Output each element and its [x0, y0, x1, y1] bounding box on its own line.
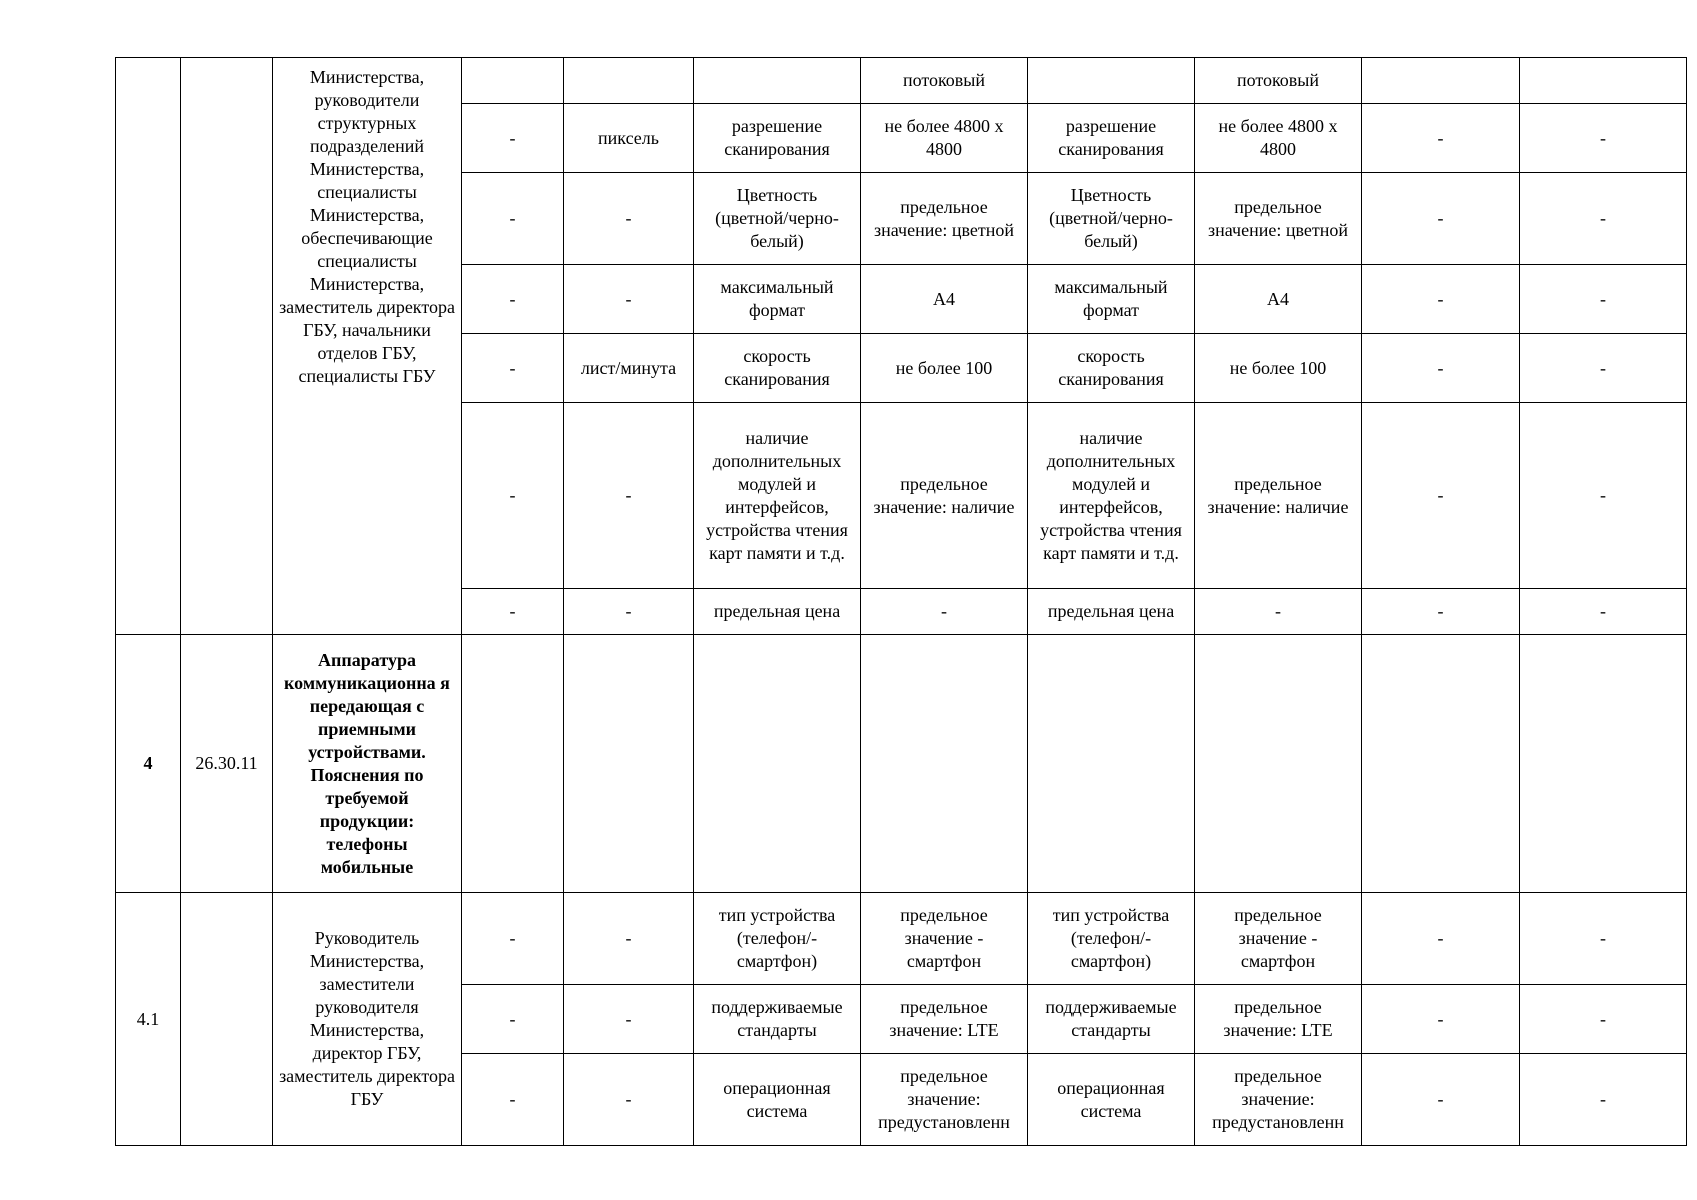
value-cell: предельное значение: наличие [1195, 403, 1362, 589]
characteristic-cell: скорость сканирования [1028, 334, 1195, 403]
value-cell: предельное значение: предустановленн [861, 1054, 1028, 1146]
position-cell: Министерства, руководители структурных подразделений Министерства, специалисты Министерства, обеспечивающие специалисты Министерства, заместитель директора ГБУ, начальники отделов ГБУ, специалисты ГБУ [273, 58, 462, 635]
empty-cell [694, 635, 861, 893]
unit-code-cell: - [462, 173, 564, 265]
value-cell: не более 100 [1195, 334, 1362, 403]
value-cell: - [1195, 589, 1362, 635]
justification-cell [1362, 58, 1520, 104]
value-cell: не более 4800 x 4800 [861, 104, 1028, 173]
empty-cell [1362, 635, 1520, 893]
unit-name-cell: - [564, 589, 694, 635]
characteristic-cell: наличие дополнительных модулей и интерфейсов, устройства чтения карт памяти и т.д. [694, 403, 861, 589]
value-cell: не более 4800 x 4800 [1195, 104, 1362, 173]
unit-name-cell: пиксель [564, 104, 694, 173]
unit-name-cell: - [564, 403, 694, 589]
justification-cell: - [1362, 1054, 1520, 1146]
value-cell: предельное значение: LTE [861, 985, 1028, 1054]
value-cell: А4 [861, 265, 1028, 334]
characteristic-cell: Цветность (цветной/черно-белый) [1028, 173, 1195, 265]
function-cell: - [1520, 1054, 1687, 1146]
function-cell [1520, 58, 1687, 104]
empty-cell [462, 635, 564, 893]
function-cell: - [1520, 589, 1687, 635]
unit-code-cell: - [462, 104, 564, 173]
characteristic-cell: разрешение сканирования [1028, 104, 1195, 173]
characteristic-cell [1028, 58, 1195, 104]
function-cell: - [1520, 893, 1687, 985]
characteristic-cell: тип устройства (телефон/-смартфон) [1028, 893, 1195, 985]
value-cell: предельное значение: LTE [1195, 985, 1362, 1054]
number-cell [116, 58, 181, 635]
justification-cell: - [1362, 589, 1520, 635]
function-cell: - [1520, 104, 1687, 173]
value-cell: предельное значение: цветной [861, 173, 1028, 265]
unit-name-cell: - [564, 1054, 694, 1146]
empty-cell [564, 635, 694, 893]
unit-name-cell: - [564, 173, 694, 265]
characteristic-cell: тип устройства (телефон/-смартфон) [694, 893, 861, 985]
value-cell: не более 100 [861, 334, 1028, 403]
justification-cell: - [1362, 985, 1520, 1054]
requirements-table [115, 57, 1687, 1146]
empty-cell [1195, 635, 1362, 893]
unit-code-cell: - [462, 893, 564, 985]
code-cell [181, 893, 273, 1146]
unit-name-cell [564, 58, 694, 104]
unit-code-cell: - [462, 985, 564, 1054]
unit-code-cell: - [462, 589, 564, 635]
value-cell: предельное значение - смартфон [1195, 893, 1362, 985]
table-row [116, 635, 1687, 893]
unit-name-cell: - [564, 985, 694, 1054]
justification-cell: - [1362, 403, 1520, 589]
justification-cell: - [1362, 893, 1520, 985]
characteristic-cell: операционная система [1028, 1054, 1195, 1146]
characteristic-cell: операционная система [694, 1054, 861, 1146]
characteristic-cell: предельная цена [1028, 589, 1195, 635]
value-cell: предельное значение: цветной [1195, 173, 1362, 265]
characteristic-cell: поддерживаемые стандарты [694, 985, 861, 1054]
table-row [116, 58, 1687, 104]
empty-cell [1520, 635, 1687, 893]
characteristic-cell: наличие дополнительных модулей и интерфейсов, устройства чтения карт памяти и т.д. [1028, 403, 1195, 589]
unit-name-cell: - [564, 265, 694, 334]
justification-cell: - [1362, 173, 1520, 265]
unit-name-cell: лист/минута [564, 334, 694, 403]
value-cell: потоковый [1195, 58, 1362, 104]
number-cell: 4.1 [116, 893, 181, 1146]
characteristic-cell [694, 58, 861, 104]
value-cell: предельное значение - смартфон [861, 893, 1028, 985]
product-name-cell: Аппаратура коммуникационна я передающая с приемными устройствами. Пояснения по требуемой продукции: телефоны мобильные [273, 635, 462, 893]
empty-cell [861, 635, 1028, 893]
value-cell: - [861, 589, 1028, 635]
unit-code-cell [462, 58, 564, 104]
code-cell [181, 58, 273, 635]
value-cell: предельное значение: предустановленн [1195, 1054, 1362, 1146]
unit-code-cell: - [462, 334, 564, 403]
code-cell: 26.30.11 [181, 635, 273, 893]
function-cell: - [1520, 985, 1687, 1054]
justification-cell: - [1362, 334, 1520, 403]
unit-code-cell: - [462, 1054, 564, 1146]
table-row [116, 893, 1687, 985]
characteristic-cell: максимальный формат [1028, 265, 1195, 334]
function-cell: - [1520, 334, 1687, 403]
empty-cell [1028, 635, 1195, 893]
value-cell: потоковый [861, 58, 1028, 104]
function-cell: - [1520, 173, 1687, 265]
characteristic-cell: максимальный формат [694, 265, 861, 334]
justification-cell: - [1362, 104, 1520, 173]
characteristic-cell: скорость сканирования [694, 334, 861, 403]
value-cell: предельное значение: наличие [861, 403, 1028, 589]
characteristic-cell: Цветность (цветной/черно-белый) [694, 173, 861, 265]
number-cell: 4 [116, 635, 181, 893]
unit-name-cell: - [564, 893, 694, 985]
function-cell: - [1520, 265, 1687, 334]
value-cell: А4 [1195, 265, 1362, 334]
function-cell: - [1520, 403, 1687, 589]
position-cell: Руководитель Министерства, заместители руководителя Министерства, директор ГБУ, заместитель директора ГБУ [273, 893, 462, 1146]
characteristic-cell: предельная цена [694, 589, 861, 635]
unit-code-cell: - [462, 403, 564, 589]
justification-cell: - [1362, 265, 1520, 334]
characteristic-cell: поддерживаемые стандарты [1028, 985, 1195, 1054]
unit-code-cell: - [462, 265, 564, 334]
characteristic-cell: разрешение сканирования [694, 104, 861, 173]
